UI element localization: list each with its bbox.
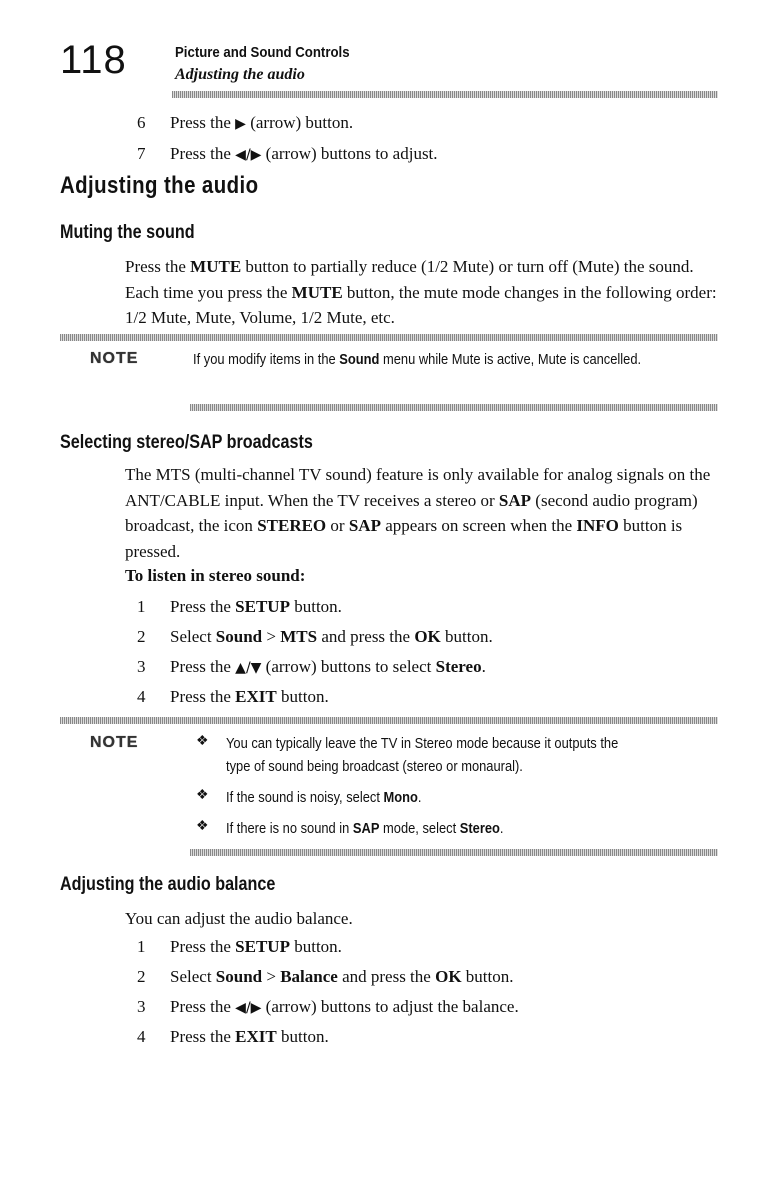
section-title: Adjusting the audio bbox=[60, 172, 259, 199]
header-rule bbox=[172, 91, 718, 98]
diamond-bullet-icon: ❖ bbox=[196, 732, 209, 748]
note-rule-bottom bbox=[190, 404, 718, 411]
muting-heading: Muting the sound bbox=[60, 222, 195, 243]
diamond-bullet-icon: ❖ bbox=[196, 817, 209, 833]
stereo-paragraph: The MTS (multi-channel TV sound) feature is only available for analog signals on the ANT/CABLE input. When the TV receives a stereo or SAP (second audio program) broadcast, the icon STEREO or SAP appears on screen when the INFO button is pressed. bbox=[125, 465, 711, 561]
arrow-right-icon: ▶ bbox=[235, 116, 246, 132]
section-subtitle: Adjusting the audio bbox=[175, 66, 305, 83]
note-label: NOTE bbox=[90, 350, 139, 367]
stereo-subheading: To listen in stereo sound: bbox=[125, 566, 306, 585]
arrow-up-down-icon: ▲/▼ bbox=[235, 660, 262, 676]
page-number: 118 bbox=[60, 38, 127, 82]
stereo-heading: Selecting stereo/SAP broadcasts bbox=[60, 432, 313, 453]
balance-heading: Adjusting the audio balance bbox=[60, 874, 276, 895]
arrow-left-right-icon: ◀/▶ bbox=[235, 147, 262, 163]
note-rule-top bbox=[60, 334, 718, 341]
balance-intro: You can adjust the audio balance. bbox=[125, 909, 353, 928]
muting-paragraph: Press the MUTE button to partially reduce (1/2 Mute) or turn off (Mute) the sound. Each time you press the MUTE button, the mute mode changes in the following order: 1/2 Mute, Mute, Volume, 1/2 Mute, etc. bbox=[125, 257, 717, 327]
muting-note: If you modify items in the Sound menu while Mute is active, Mute is cancelled. bbox=[193, 351, 642, 368]
note-rule-top bbox=[60, 717, 718, 724]
arrow-left-right-icon: ◀/▶ bbox=[235, 1000, 262, 1016]
note-rule-bottom bbox=[190, 849, 718, 856]
diamond-bullet-icon: ❖ bbox=[196, 786, 209, 802]
note-label: NOTE bbox=[90, 734, 139, 751]
chapter-title: Picture and Sound Controls bbox=[175, 44, 350, 61]
